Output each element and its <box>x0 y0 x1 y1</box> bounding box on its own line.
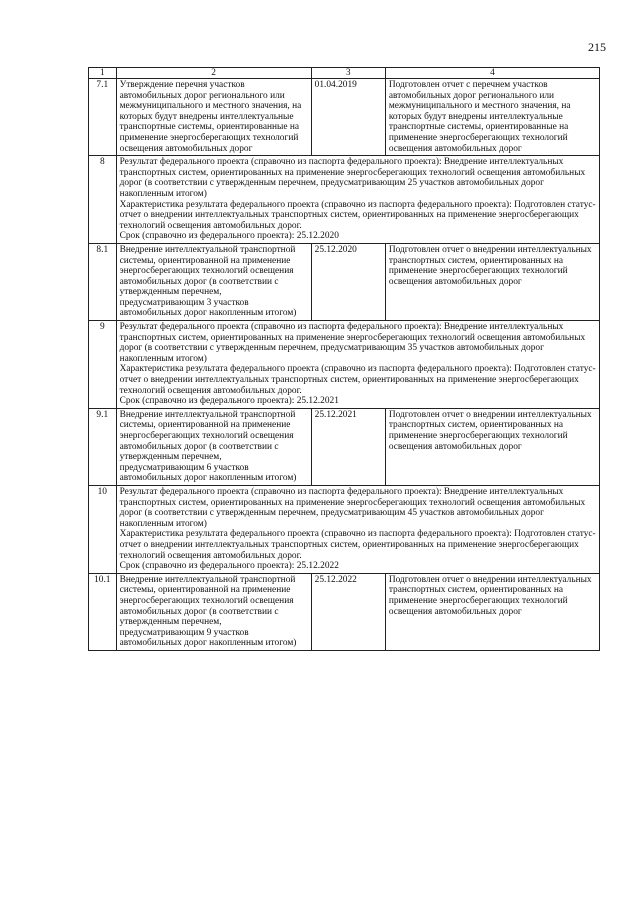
result-characteristic-text: Характеристика результата федерального проекта (справочно из паспорта федерального проекта): Подготовлен статус-отчет о внедрении интеллектуальных транспортных систем, ориентированных на применение энергосберегающих технологий освещения автомобильных дорог. <box>119 529 596 561</box>
result-characteristic-text: Характеристика результата федерального проекта (справочно из паспорта федерального проекта): Подготовлен статус-отчет о внедрении интеллектуальных транспортных систем, ориентированных на применение энергосберегающих технологий освещения автомобильных дорог. <box>119 199 596 231</box>
page-number: 215 <box>588 40 606 54</box>
row-number: 9 <box>89 321 117 409</box>
row-number: 10.1 <box>89 573 117 650</box>
result-deadline-text: Срок (справочно из федерального проекта): 25.12.2020 <box>119 231 339 242</box>
row-number: 8 <box>89 156 117 244</box>
table-row-detail <box>89 79 600 156</box>
deadline-date: 01.04.2019 <box>311 79 385 156</box>
table-row-detail <box>89 243 600 320</box>
column-header: 3 <box>311 68 385 79</box>
row-number: 8.1 <box>89 243 117 320</box>
table-row-summary <box>89 156 600 244</box>
measure-description: Утверждение перечня участков автомобильных дорог регионального или межмуниципального и местного значения, на которых будут внедрены интеллектуальные транспортные системы, ориентированные на применение энергосберегающих технологий освещения автомобильных дорог <box>116 79 311 156</box>
deadline-date: 25.12.2020 <box>311 243 385 320</box>
project-result-text: Результат федерального проекта (справочно из паспорта федерального проекта): Внедрение интеллектуальных транспортных систем, ориентированных на применение энергосберегающих технологий освещения автомобильных дорог (в соответствии с утвержденным перечнем, предусматривающим 45 участков автомобильных дорог накопленным итогом) <box>119 486 586 529</box>
table-row-summary <box>89 485 600 573</box>
project-result-block <box>116 485 599 573</box>
measure-description: Внедрение интеллектуальной транспортной системы, ориентированной на применение энергосберегающих технологий освещения автомобильных дорог (в соответствии с утвержденным перечнем, предусматривающим 6 участков автомобильных дорог накопленным итогом) <box>116 408 311 485</box>
measures-table <box>88 67 600 651</box>
project-result-text: Результат федерального проекта (справочно из паспорта федерального проекта): Внедрение интеллектуальных транспортных систем, ориентированных на применение энергосберегающих технологий освещения автомобильных дорог (в соответствии с утвержденным перечнем, предусматривающим 25 участков автомобильных дорог накопленным итогом) <box>119 157 586 199</box>
column-header: 2 <box>116 68 311 79</box>
column-header: 4 <box>385 68 599 79</box>
result-characteristic-text: Характеристика результата федерального проекта (справочно из паспорта федерального проекта): Подготовлен статус-отчет о внедрении интеллектуальных транспортных систем, ориентированных на применение энергосберегающих технологий освещения автомобильных дорог. <box>119 364 596 396</box>
row-number: 10 <box>89 485 117 573</box>
deadline-date: 25.12.2021 <box>311 408 385 485</box>
result-description: Подготовлен отчет с перечнем участков автомобильных дорог регионального или межмуниципального и местного значения, на которых будут внедрены интеллектуальные транспортные системы, ориентированные на применение энергосберегающих технологий освещения автомобильных дорог <box>385 79 599 156</box>
column-header: 1 <box>89 68 117 79</box>
result-deadline-text: Срок (справочно из федерального проекта): 25.12.2022 <box>119 561 339 572</box>
row-number: 7.1 <box>89 79 117 156</box>
deadline-date: 25.12.2022 <box>311 573 385 650</box>
table-row-detail <box>89 573 600 650</box>
result-deadline-text: Срок (справочно из федерального проекта): 25.12.2021 <box>119 396 339 407</box>
row-number: 9.1 <box>89 408 117 485</box>
table-row-summary <box>89 321 600 409</box>
measure-description: Внедрение интеллектуальной транспортной системы, ориентированной на применение энергосберегающих технологий освещения автомобильных дорог (в соответствии с утвержденным перечнем, предусматривающим 3 участков автомобильных дорог накопленным итогом) <box>116 243 311 320</box>
result-description: Подготовлен отчет о внедрении интеллектуальных транспортных систем, ориентированных на применение энергосберегающих технологий освещения автомобильных дорог <box>385 408 599 485</box>
table-row-detail <box>89 408 600 485</box>
project-result-block <box>116 321 599 409</box>
project-result-block <box>116 156 599 244</box>
project-result-text: Результат федерального проекта (справочно из паспорта федерального проекта): Внедрение интеллектуальных транспортных систем, ориентированных на применение энергосберегающих технологий освещения автомобильных дорог (в соответствии с утвержденным перечнем, предусматривающим 35 участков автомобильных дорог накопленным итогом) <box>119 322 586 364</box>
result-description: Подготовлен отчет о внедрении интеллектуальных транспортных систем, ориентированных на применение энергосберегающих технологий освещения автомобильных дорог <box>385 243 599 320</box>
measure-description: Внедрение интеллектуальной транспортной системы, ориентированной на применение энергосберегающих технологий освещения автомобильных дорог (в соответствии с утвержденным перечнем, предусматривающим 9 участков автомобильных дорог накопленным итогом) <box>116 573 311 650</box>
table-header-row <box>89 68 600 79</box>
result-description: Подготовлен отчет о внедрении интеллектуальных транспортных систем, ориентированных на применение энергосберегающих технологий освещения автомобильных дорог <box>385 573 599 650</box>
